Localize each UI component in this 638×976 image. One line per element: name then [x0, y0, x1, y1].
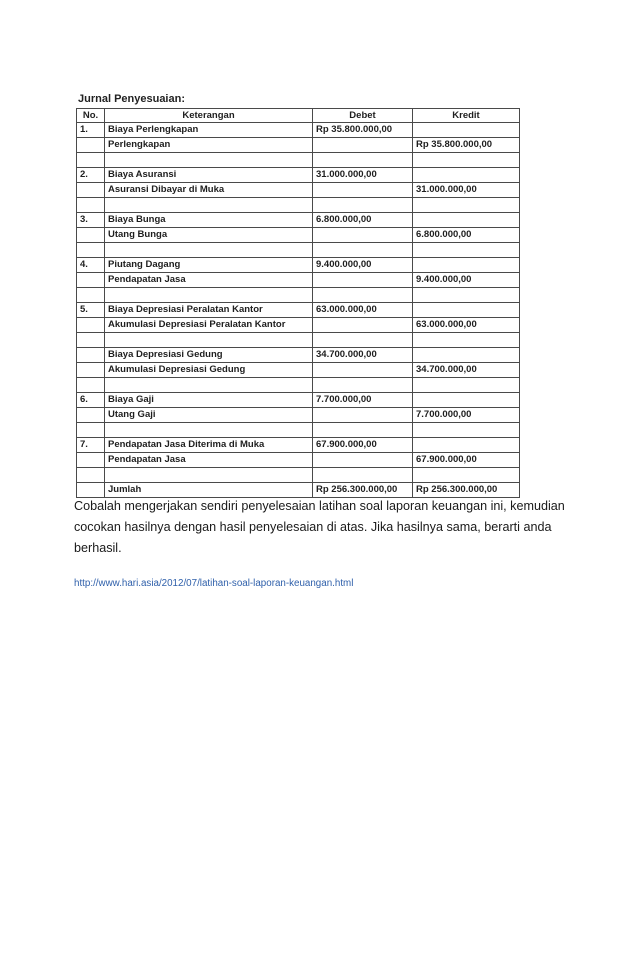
table-row — [77, 348, 520, 363]
row-kredit-cell: 63.000.000,00 — [413, 318, 520, 333]
row-debet-cell — [313, 273, 413, 288]
header-keterangan: Keterangan — [105, 109, 313, 123]
row-keterangan-cell: Biaya Depresiasi Peralatan Kantor — [105, 303, 313, 318]
table-row — [77, 408, 520, 423]
row-keterangan-cell: Biaya Asuransi — [105, 168, 313, 183]
row-keterangan-cell — [105, 378, 313, 393]
row-keterangan-cell: Biaya Depresiasi Gedung — [105, 348, 313, 363]
row-debet-cell — [313, 228, 413, 243]
row-keterangan-cell: Pendapatan Jasa — [105, 273, 313, 288]
journal-image — [74, 90, 520, 498]
row-keterangan-cell: Utang Bunga — [105, 228, 313, 243]
header-no: No. — [77, 109, 105, 123]
row-keterangan-cell — [105, 468, 313, 483]
row-no-cell — [77, 228, 105, 243]
row-no-cell — [77, 273, 105, 288]
row-keterangan-cell — [105, 243, 313, 258]
row-kredit-cell — [413, 303, 520, 318]
row-debet-cell: 67.900.000,00 — [313, 438, 413, 453]
row-no-cell — [77, 468, 105, 483]
row-kredit-cell — [413, 213, 520, 228]
table-row — [77, 378, 520, 393]
row-keterangan-cell: Piutang Dagang — [105, 258, 313, 273]
row-no-cell — [77, 333, 105, 348]
row-debet-cell: Rp 35.800.000,00 — [313, 123, 413, 138]
row-no-cell — [77, 423, 105, 438]
row-debet-cell: 7.700.000,00 — [313, 393, 413, 408]
table-row — [77, 243, 520, 258]
row-no-cell: 5. — [77, 303, 105, 318]
row-kredit-cell — [413, 168, 520, 183]
row-keterangan-cell — [105, 333, 313, 348]
row-kredit-cell — [413, 468, 520, 483]
row-kredit-cell: Rp 256.300.000,00 — [413, 483, 520, 498]
instruction-paragraph: Cobalah mengerjakan sendiri penyelesaian latihan soal laporan keuangan ini, kemudian cocokan hasilnya dengan hasil penyelesaian di atas. Jika hasilnya sama, berarti anda berhasil. — [74, 499, 565, 555]
row-keterangan-cell: Pendapatan Jasa — [105, 453, 313, 468]
row-keterangan-cell: Akumulasi Depresiasi Peralatan Kantor — [105, 318, 313, 333]
table-row — [77, 138, 520, 153]
row-keterangan-cell — [105, 288, 313, 303]
row-debet-cell — [313, 408, 413, 423]
table-row — [77, 288, 520, 303]
journal-table — [76, 108, 520, 498]
row-no-cell — [77, 183, 105, 198]
table-row — [77, 468, 520, 483]
row-debet-cell — [313, 468, 413, 483]
table-row — [77, 333, 520, 348]
row-debet-cell — [313, 198, 413, 213]
row-debet-cell — [313, 423, 413, 438]
row-kredit-cell — [413, 123, 520, 138]
row-debet-cell — [313, 318, 413, 333]
row-kredit-cell — [413, 288, 520, 303]
row-keterangan-cell: Biaya Perlengkapan — [105, 123, 313, 138]
row-no-cell — [77, 243, 105, 258]
table-row — [77, 273, 520, 288]
row-kredit-cell: 9.400.000,00 — [413, 273, 520, 288]
row-no-cell — [77, 453, 105, 468]
journal-title: Jurnal Penyesuaian: — [78, 93, 185, 105]
row-keterangan-cell: Biaya Bunga — [105, 213, 313, 228]
row-keterangan-cell — [105, 198, 313, 213]
row-debet-cell: 6.800.000,00 — [313, 213, 413, 228]
header-debet: Debet — [313, 109, 413, 123]
row-kredit-cell: Rp 35.800.000,00 — [413, 138, 520, 153]
table-row — [77, 318, 520, 333]
row-no-cell — [77, 138, 105, 153]
row-debet-cell: 63.000.000,00 — [313, 303, 413, 318]
row-keterangan-cell — [105, 423, 313, 438]
table-row — [77, 123, 520, 138]
row-keterangan-cell: Perlengkapan — [105, 138, 313, 153]
row-keterangan-cell: Biaya Gaji — [105, 393, 313, 408]
row-no-cell — [77, 198, 105, 213]
row-debet-cell: 34.700.000,00 — [313, 348, 413, 363]
row-kredit-cell — [413, 423, 520, 438]
row-kredit-cell — [413, 258, 520, 273]
header-kredit: Kredit — [413, 109, 520, 123]
row-debet-cell — [313, 333, 413, 348]
row-debet-cell — [313, 453, 413, 468]
row-kredit-cell — [413, 438, 520, 453]
row-kredit-cell — [413, 333, 520, 348]
row-kredit-cell — [413, 393, 520, 408]
row-kredit-cell — [413, 348, 520, 363]
journal-body — [77, 123, 520, 498]
row-debet-cell — [313, 153, 413, 168]
row-kredit-cell — [413, 243, 520, 258]
row-no-cell — [77, 363, 105, 378]
row-no-cell: 6. — [77, 393, 105, 408]
row-debet-cell — [313, 288, 413, 303]
row-no-cell — [77, 318, 105, 333]
table-row — [77, 423, 520, 438]
table-row — [77, 453, 520, 468]
row-keterangan-cell — [105, 153, 313, 168]
row-debet-cell: 9.400.000,00 — [313, 258, 413, 273]
row-no-cell: 4. — [77, 258, 105, 273]
table-row — [77, 363, 520, 378]
table-row — [77, 213, 520, 228]
row-no-cell — [77, 378, 105, 393]
table-header-row — [77, 109, 520, 123]
table-row — [77, 438, 520, 453]
row-keterangan-cell: Utang Gaji — [105, 408, 313, 423]
table-row — [77, 153, 520, 168]
row-no-cell: 1. — [77, 123, 105, 138]
row-debet-cell — [313, 138, 413, 153]
row-no-cell — [77, 348, 105, 363]
table-row — [77, 168, 520, 183]
table-row — [77, 393, 520, 408]
row-keterangan-cell: Akumulasi Depresiasi Gedung — [105, 363, 313, 378]
source-link[interactable]: http://www.hari.asia/2012/07/latihan-soal-laporan-keuangan.html — [74, 578, 354, 589]
row-keterangan-cell: Asuransi Dibayar di Muka — [105, 183, 313, 198]
row-keterangan-cell: Pendapatan Jasa Diterima di Muka — [105, 438, 313, 453]
row-debet-cell: Rp 256.300.000,00 — [313, 483, 413, 498]
row-debet-cell: 31.000.000,00 — [313, 168, 413, 183]
row-no-cell: 3. — [77, 213, 105, 228]
row-no-cell: 2. — [77, 168, 105, 183]
row-no-cell — [77, 153, 105, 168]
row-kredit-cell — [413, 378, 520, 393]
row-no-cell — [77, 408, 105, 423]
row-debet-cell — [313, 183, 413, 198]
row-kredit-cell: 6.800.000,00 — [413, 228, 520, 243]
table-row — [77, 258, 520, 273]
row-debet-cell — [313, 243, 413, 258]
table-row — [77, 228, 520, 243]
table-row — [77, 183, 520, 198]
row-no-cell — [77, 288, 105, 303]
row-kredit-cell — [413, 198, 520, 213]
row-debet-cell — [313, 378, 413, 393]
table-row — [77, 303, 520, 318]
row-debet-cell — [313, 363, 413, 378]
row-kredit-cell: 34.700.000,00 — [413, 363, 520, 378]
table-row — [77, 198, 520, 213]
row-kredit-cell: 67.900.000,00 — [413, 453, 520, 468]
row-kredit-cell: 7.700.000,00 — [413, 408, 520, 423]
row-kredit-cell: 31.000.000,00 — [413, 183, 520, 198]
row-keterangan-cell: Jumlah — [105, 483, 313, 498]
row-no-cell: 7. — [77, 438, 105, 453]
row-kredit-cell — [413, 153, 520, 168]
